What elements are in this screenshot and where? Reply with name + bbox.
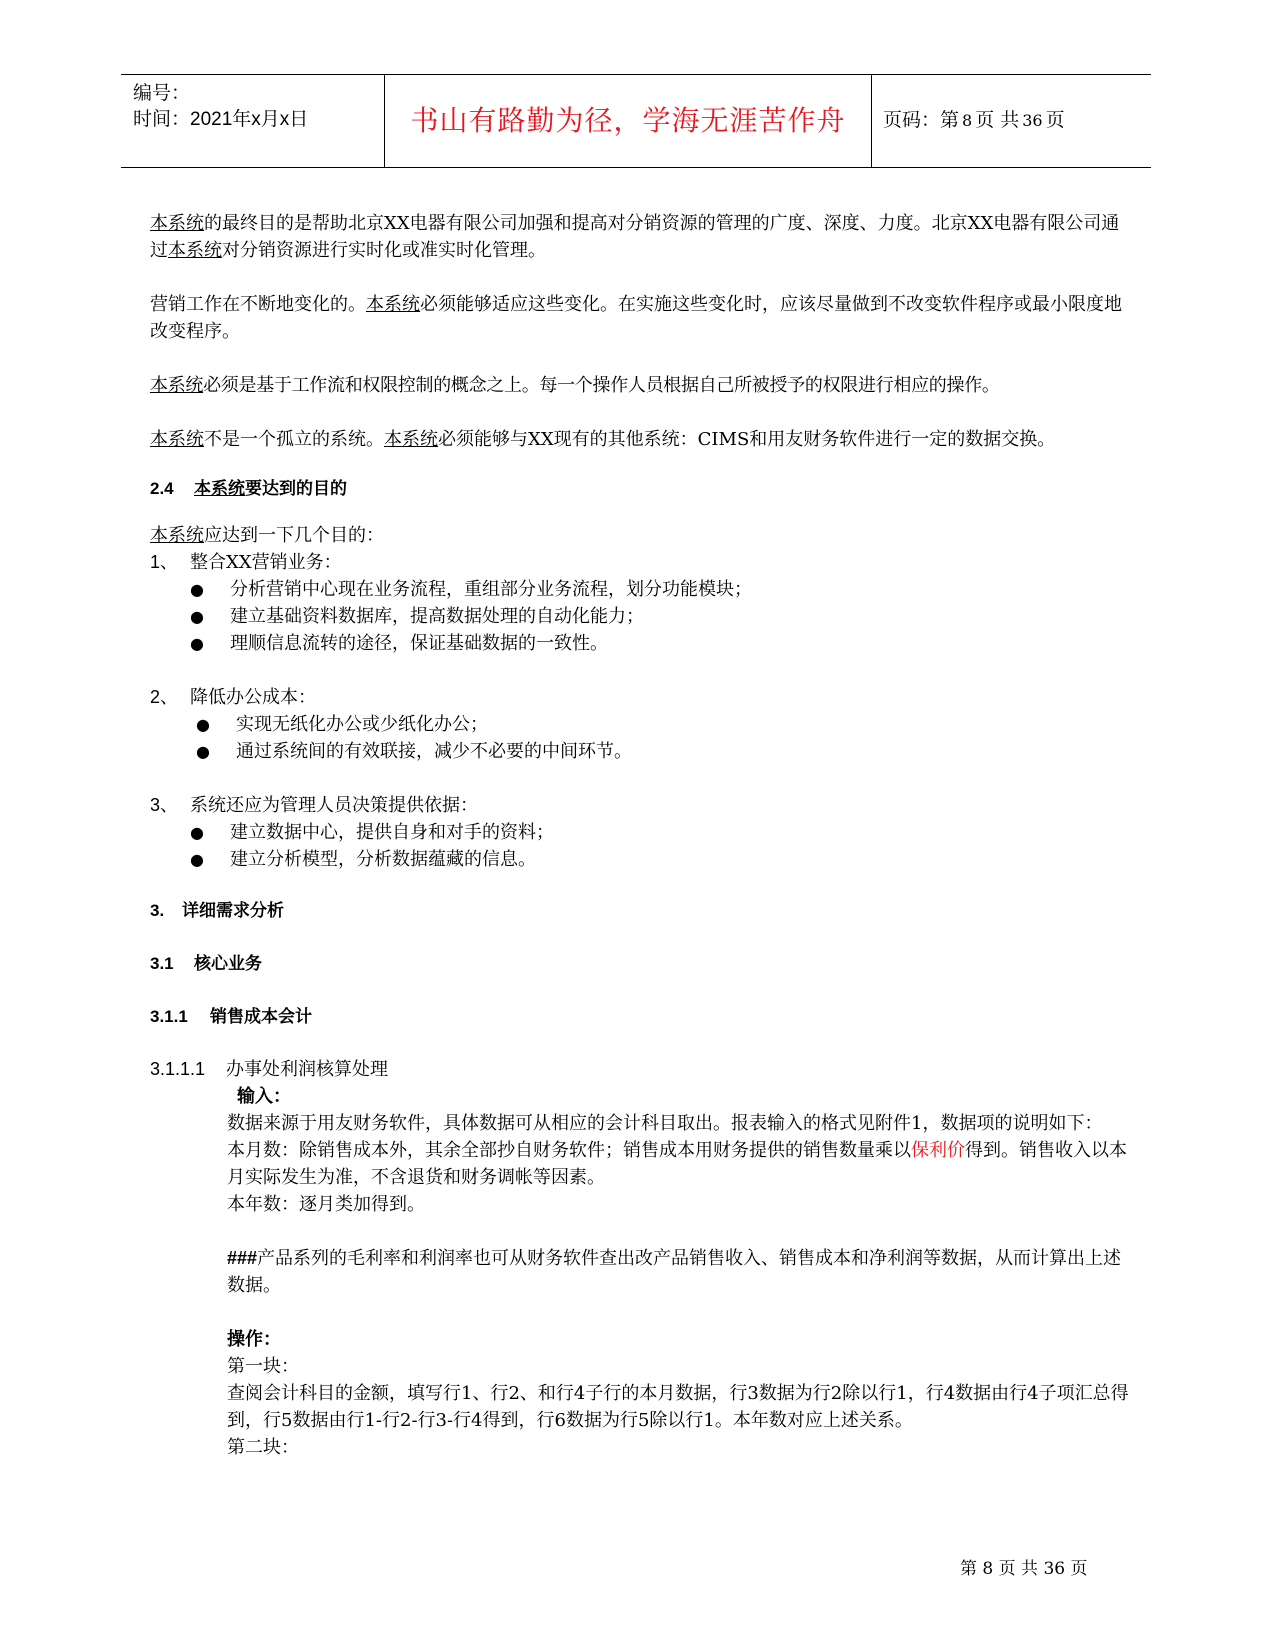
page-number: 8 <box>962 111 973 130</box>
paragraph: 本系统必须是基于工作流和权限控制的概念之上。每一个操作人员根据自己所被授予的权限进行相应的操作。 <box>150 375 1000 396</box>
paragraph: 第二块： <box>227 1437 299 1458</box>
paragraph: 本月数：除销售成本外，其余全部抄自财务软件；销售成本用财务提供的销售数量乘以保利价得到。销售收入以本月实际发生为准，不含退货和财务调帐等因素。 <box>227 1140 1127 1188</box>
bullet-icon: ● <box>196 715 210 734</box>
paragraph: 本系统不是一个孤立的系统。本系统必须能够与XX现有的其他系统：CIMS和用友财务软件进行一定的数据交换。 <box>150 429 1056 450</box>
bullet-item: ● 分析营销中心现在业务流程，重组部分业务流程，划分功能模块； <box>150 576 1130 603</box>
subsection-body <box>150 1083 1130 1461</box>
header-motto: 书山有路勤为径，学海无涯苦作舟 <box>410 104 846 137</box>
paragraph: 查阅会计科目的金额，填写行1、行2、和行4子行的本月数据，行3数据为行2除以行1，行4数据由行4子项汇总得到，行5数据由行1-行2-行3-行4得到，行6数据为行5除以行1。本年数对应上述关系。 <box>227 1383 1129 1431</box>
bullet-icon: ● <box>190 580 204 599</box>
paragraph: ###产品系列的毛利率和利润率也可从财务软件查出改产品销售收入、销售成本和净利润等数据，从而计算出上述数据。 <box>227 1248 1122 1296</box>
header-page-info <box>883 107 1065 134</box>
footer-page-number: 8 <box>982 1559 994 1579</box>
subsection-heading: 3.1.1.1 办事处利润核算处理 <box>150 1059 388 1080</box>
bullet-item: ● 建立分析模型，分析数据蕴藏的信息。 <box>150 846 1130 873</box>
page-total: 36 <box>1022 111 1043 130</box>
bullet-item: ● 实现无纸化办公或少纸化办公； <box>150 711 1130 738</box>
footer-page-total: 36 <box>1043 1559 1066 1579</box>
bullet-icon: ● <box>190 850 204 869</box>
document-number-label: 编号： <box>133 83 191 104</box>
bullet-icon: ● <box>190 823 204 842</box>
paragraph: 本系统应达到一下几个目的： <box>150 525 384 546</box>
list-item: 1、 整合XX营销业务： <box>150 552 342 573</box>
paragraph: 第一块： <box>227 1356 299 1377</box>
page-header <box>121 74 1151 168</box>
operation-label: 操作： <box>227 1329 281 1349</box>
bullet-item: ● 建立数据中心，提供自身和对手的资料； <box>150 819 1130 846</box>
bullet-item: ● 理顺信息流转的途径，保证基础数据的一致性。 <box>150 630 1130 657</box>
header-left-cell <box>133 81 383 133</box>
header-divider <box>871 75 872 167</box>
page-prefix: 页码：第 <box>883 109 960 131</box>
input-label: 输入： <box>237 1086 291 1106</box>
bullet-item: ● 通过系统间的有效联接，减少不必要的中间环节。 <box>150 738 1130 765</box>
paragraph: 本系统的最终目的是帮助北京XX电器有限公司加强和提高对分销资源的管理的广度、深度、力度。北京XX电器有限公司通过本系统对分销资源进行实时化或准实时化管理。 <box>150 213 1120 261</box>
bullet-icon: ● <box>190 607 204 626</box>
document-time: 时间：2021年x月x日 <box>133 109 309 130</box>
list-item: 2、 降低办公成本： <box>150 687 316 708</box>
paragraph: 数据来源于用友财务软件，具体数据可从相应的会计科目取出。报表输入的格式见附件1，数据项的说明如下： <box>227 1113 1103 1134</box>
list-item: 3、 系统还应为管理人员决策提供依据： <box>150 795 478 816</box>
page-footer: 第 8 页 共 36 页 <box>960 1559 1088 1579</box>
page-mid: 页 共 <box>975 109 1020 131</box>
bullet-icon: ● <box>190 634 204 653</box>
section-heading: 2.4 本系统要达到的目的 <box>150 479 347 498</box>
paragraph: 营销工作在不断地变化的。本系统必须能够适应这些变化。在实施这些变化时，应该尽量做到不改变软件程序或最小限度地改变程序。 <box>150 294 1122 342</box>
section-heading: 3. 详细需求分析 <box>150 901 284 920</box>
bullet-item: ● 建立基础资料数据库，提高数据处理的自动化能力； <box>150 603 1130 630</box>
section-heading: 3.1.1 销售成本会计 <box>150 1007 312 1026</box>
page-suffix: 页 <box>1045 109 1065 131</box>
paragraph: 本年数：逐月类加得到。 <box>227 1194 425 1215</box>
bullet-icon: ● <box>196 742 210 761</box>
document-body <box>150 210 1130 1461</box>
section-heading: 3.1 核心业务 <box>150 954 262 973</box>
